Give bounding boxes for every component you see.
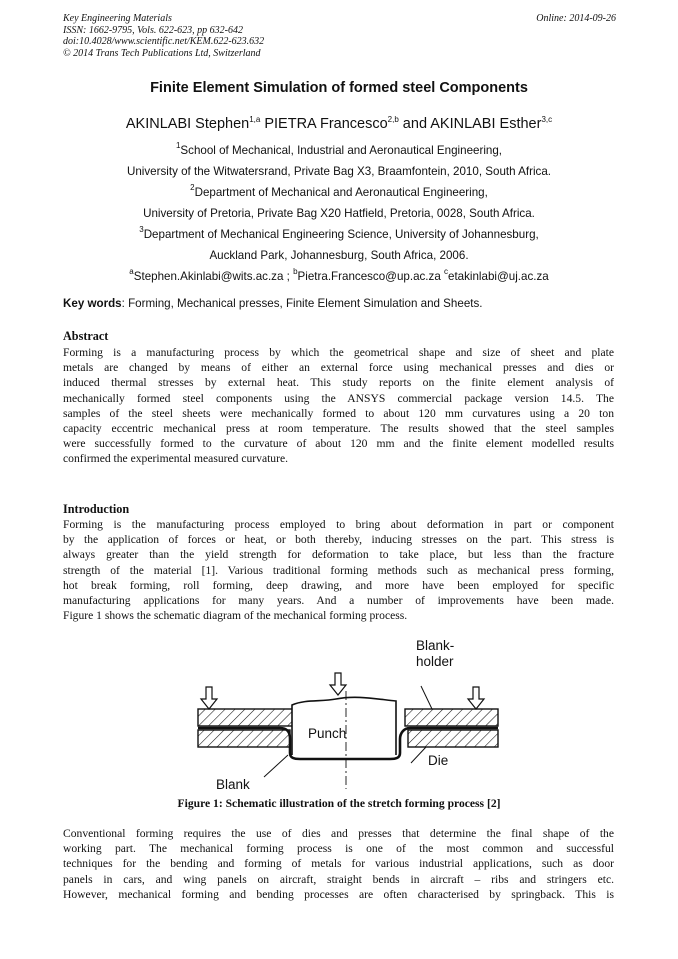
body-line: However, mechanical forming and bending processes are often characterised by springback. This is bbox=[63, 887, 614, 901]
keywords-text: : Forming, Mechanical presses, Finite Element Simulation and Sheets. bbox=[121, 297, 483, 310]
abstract-line: mechanically formed steel components using the ANSYS commercial package version 14.5. The bbox=[63, 391, 614, 405]
affiliation-1-marker: 1 bbox=[175, 141, 181, 150]
abstract-line: confirmed the experimental measured curvature. bbox=[63, 452, 289, 466]
keywords-label: Key words bbox=[63, 297, 122, 310]
blank-leader bbox=[264, 755, 288, 777]
punch-label: Punch bbox=[308, 726, 347, 741]
affiliation-1-line-1 bbox=[0, 141, 678, 157]
body-line: working part. The mechanical forming process is one of the most common and successful bbox=[63, 842, 614, 856]
author-3-marker: 3,c bbox=[541, 115, 553, 124]
email-b-marker: b bbox=[293, 267, 298, 276]
introduction-body bbox=[63, 517, 614, 623]
abstract-line: metals are changed by means of either an external force using mechanical presses and dies or bbox=[63, 361, 614, 375]
email-b[interactable]: Pietra.Francesco@up.ac.za bbox=[297, 270, 444, 283]
keywords bbox=[63, 297, 623, 310]
copyright: © 2014 Trans Tech Publications Ltd, Switzerland bbox=[63, 47, 261, 59]
abstract-line: were successfully formed to the curvature of about 120 mm and the finite element modelled results bbox=[63, 437, 614, 451]
affiliation-2-line-2: University of Pretoria, Private Bag X20 Hatfield, Pretoria, 0028, South Africa. bbox=[143, 207, 535, 220]
introduction-line: Figure 1 shows the schematic diagram of the mechanical forming process. bbox=[63, 609, 408, 623]
paper-title: Finite Element Simulation of formed steel Components bbox=[150, 80, 528, 96]
body-line: techniques for the bending and forming of metals for various industrial applications, such as door bbox=[63, 857, 614, 871]
author-2-marker: 2,b bbox=[387, 115, 399, 124]
right-die bbox=[408, 730, 498, 747]
online-date: Online: 2014-09-26 bbox=[536, 13, 616, 24]
affiliation-2-marker: 2 bbox=[190, 183, 195, 192]
affiliation-1-text: School of Mechanical, Industrial and Aeronautical Engineering, bbox=[180, 144, 503, 157]
introduction-heading: Introduction bbox=[63, 502, 130, 516]
email-c[interactable]: etakinlabi@uj.ac.za bbox=[448, 270, 549, 283]
author-1: AKINLABI Stephen bbox=[125, 116, 250, 132]
right-blank-holder bbox=[405, 709, 498, 726]
affiliation-3-line-1 bbox=[0, 225, 678, 241]
introduction-line: always greater than the yield strength for deformation to take place, but less than the fracture bbox=[63, 548, 614, 562]
punch-force-arrow bbox=[330, 673, 346, 695]
affiliation-3-text: Department of Mechanical Engineering Science, University of Johannesburg, bbox=[143, 228, 539, 241]
introduction-line: by the application of forces or heat, or both thereby, inducing stresses on the part. This stress is bbox=[63, 533, 614, 547]
abstract-heading: Abstract bbox=[63, 329, 109, 343]
author-2: PIETRA Francesco bbox=[260, 116, 388, 132]
email-line bbox=[0, 267, 678, 283]
abstract-body bbox=[63, 345, 614, 467]
introduction-line: Forming is the manufacturing process employed to bring about deformation in part or component bbox=[63, 518, 614, 531]
affiliation-2-text: Department of Mechanical and Aeronautical Engineering, bbox=[194, 186, 488, 199]
email-c-marker: c bbox=[444, 267, 448, 276]
email-a-marker: a bbox=[129, 267, 134, 276]
abstract-line: capacity eccentric mechanical press at room temperature. The results showed that the steel samples bbox=[63, 421, 614, 435]
body-line: Conventional forming requires the use of dies and presses that determine the final shape of the bbox=[63, 827, 614, 840]
body-paragraph-2 bbox=[63, 826, 614, 902]
affiliation-3-marker: 3 bbox=[139, 225, 144, 234]
journal-name: Key Engineering Materials bbox=[63, 13, 172, 24]
abstract-line: samples of the steel sheets were mechanically formed to about 120 mm curvatures using a 20 ton bbox=[63, 406, 614, 420]
affiliation-2-line-1 bbox=[0, 183, 678, 199]
right-holder-arrow bbox=[468, 687, 484, 709]
die-label: Die bbox=[428, 753, 449, 768]
issn: ISSN: 1662-9795, Vols. 622-623, pp 632-642 bbox=[63, 24, 243, 36]
left-blank-holder bbox=[198, 709, 302, 726]
blank-holder-leader bbox=[421, 686, 432, 709]
email-a[interactable]: Stephen.Akinlabi@wits.ac.za ; bbox=[133, 270, 294, 283]
blank-holder-label-1: Blank- bbox=[416, 638, 455, 653]
die-leader bbox=[411, 747, 426, 763]
author-3: and AKINLABI Esther bbox=[398, 116, 542, 132]
left-holder-arrow bbox=[201, 687, 217, 709]
abstract-line: Forming is a manufacturing process by which the geometrical shape and size of sheet and plate bbox=[63, 346, 614, 359]
author-list bbox=[0, 116, 678, 132]
affiliation-3-line-2: Auckland Park, Johannesburg, South Africa, 2006. bbox=[209, 249, 469, 262]
blank-label: Blank bbox=[216, 777, 250, 792]
introduction-line: manufacturing applications for many years. And a number of improvements have been made. bbox=[63, 593, 614, 607]
left-die bbox=[198, 730, 290, 747]
figure-caption: Figure 1: Schematic illustration of the stretch forming process [2] bbox=[177, 797, 501, 810]
author-1-marker: 1,a bbox=[249, 115, 261, 124]
affiliation-1-line-2: University of the Witwatersrand, Private Bag X3, Braamfontein, 2010, South Africa. bbox=[126, 165, 552, 178]
introduction-line: strength of the material [1]. Various traditional forming methods such as mechanical press forming, bbox=[63, 563, 614, 577]
running-header bbox=[63, 13, 616, 59]
body-line: panels in cars, and wing panels on aircraft, straight bends in aircraft – ribs and stringers etc. bbox=[63, 872, 614, 886]
abstract-line: induced thermal stresses by external heat. This study reports on the finite element analysis of bbox=[63, 376, 614, 390]
introduction-line: hot break forming, roll forming, deep drawing, and more have been employed for specific bbox=[63, 578, 614, 592]
blank-holder-label-2: holder bbox=[416, 654, 454, 669]
doi: doi:10.4028/www.scientific.net/KEM.622-623.632 bbox=[63, 36, 265, 47]
stretch-forming-schematic bbox=[196, 629, 500, 792]
